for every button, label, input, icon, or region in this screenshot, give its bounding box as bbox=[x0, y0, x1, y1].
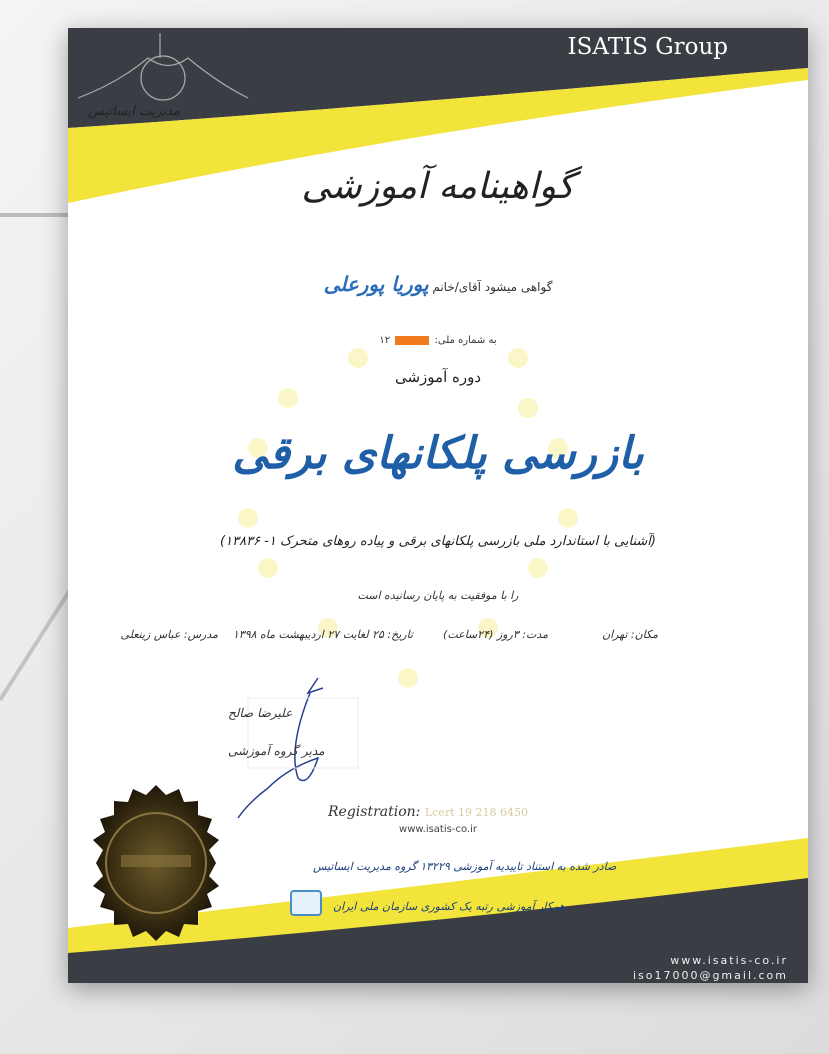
registration-website[interactable]: www.isatis-co.ir bbox=[399, 824, 477, 835]
issued-line-2: همکار آموزشی رتبه یک کشوری سازمان ملی ایران bbox=[333, 900, 566, 913]
location: مکان: تهران bbox=[602, 628, 658, 641]
recipient-name: پوریا پورعلی bbox=[323, 272, 429, 296]
course-title: بازرسی پلکانهای برقی bbox=[232, 428, 644, 479]
certificate bbox=[68, 28, 808, 983]
id-label: به شماره ملی: bbox=[434, 335, 497, 346]
inso-logo-icon bbox=[290, 890, 322, 916]
completion-text: را با موفقیت به پایان رسانیده است bbox=[357, 589, 519, 602]
registration-label: Registration: bbox=[328, 804, 421, 820]
date: تاریخ: ۲۵ لغایت ۲۷ اردیبهشت ماه ۱۳۹۸ bbox=[232, 628, 413, 641]
duration: مدت: ۳روز (۲۴ساعت) bbox=[443, 628, 548, 641]
certify-prefix: گواهی میشود آقای/خانم bbox=[432, 280, 553, 294]
footer-contacts bbox=[633, 953, 788, 983]
gold-seal-icon bbox=[76, 783, 236, 943]
logo-caption: مدیریت ایساتیس bbox=[88, 104, 180, 119]
footer-website[interactable]: www.isatis-co.ir bbox=[670, 954, 788, 967]
certificate-title: گواهینامه آموزشی bbox=[301, 166, 575, 207]
id-suffix: ۱۲ bbox=[379, 335, 391, 346]
redaction-box bbox=[395, 336, 429, 345]
national-id-line bbox=[68, 335, 808, 346]
brand-name: ISATIS Group bbox=[567, 34, 728, 60]
instructor: مدرس: عباس زینعلی bbox=[120, 628, 218, 641]
course-subtitle: (آشنایی با استاندارد ملی بازرسی پلکانهای برقی و پیاده روهای متحرک ۱- ۱۳۸۳۶) bbox=[220, 534, 656, 549]
course-label: دوره آموزشی bbox=[394, 368, 482, 386]
issued-line-1: صادر شده به استناد تاییدیه آموزشی ۱۳۲۲۹ گروه مدیریت ایساتیس bbox=[313, 860, 617, 873]
registration bbox=[328, 804, 528, 820]
footer-email[interactable]: iso17000@gmail.com bbox=[632, 969, 788, 982]
certify-line bbox=[68, 272, 808, 296]
signature-icon bbox=[228, 668, 368, 818]
registration-number: Lcert 19 218 6450 bbox=[424, 806, 528, 819]
signatory-role: مدیر گروه آموزشی bbox=[228, 744, 325, 758]
signatory-name: علیرضا صالح bbox=[228, 706, 293, 720]
